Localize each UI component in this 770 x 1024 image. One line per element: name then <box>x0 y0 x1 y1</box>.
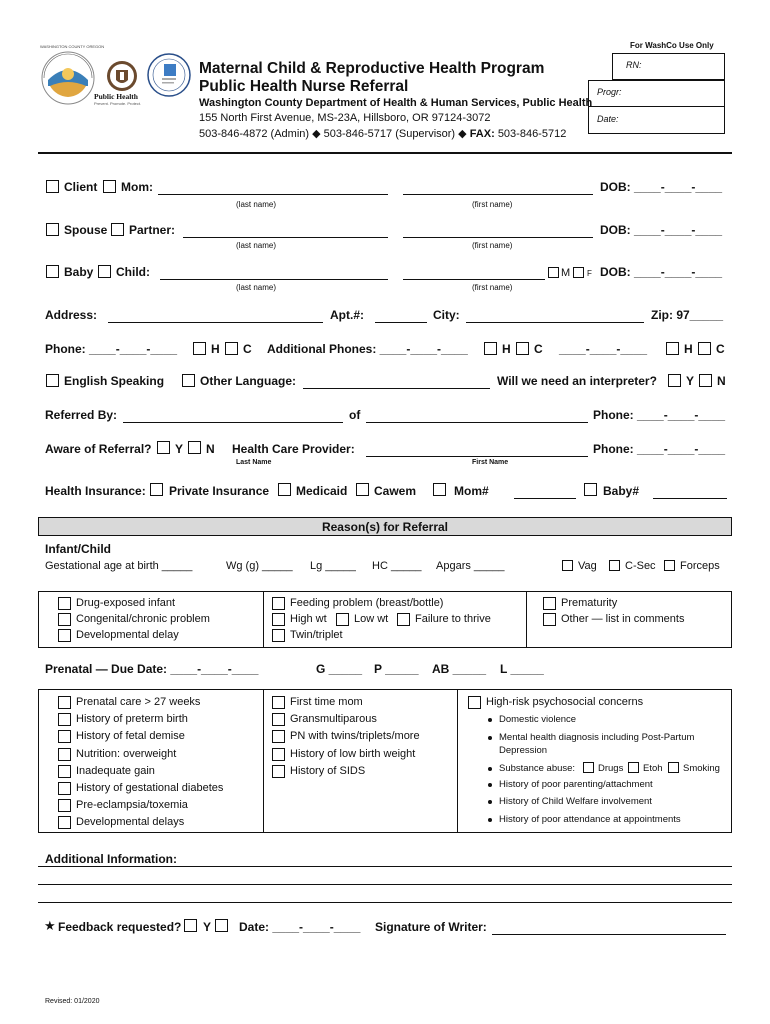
vag-label: Vag <box>578 560 597 572</box>
prenatal-col1-item-checkbox-0[interactable] <box>58 696 71 709</box>
additional-phone-2[interactable]: ____-____-____ <box>559 342 648 356</box>
english-speaking-label: English Speaking <box>64 374 165 388</box>
congenital-checkbox[interactable] <box>58 613 71 626</box>
spouse-checkbox[interactable] <box>46 223 59 236</box>
child-dob[interactable]: DOB: ____-____-____ <box>600 265 723 279</box>
male-checkbox[interactable] <box>548 267 559 278</box>
poor-attendance-label: History of poor attendance at appointments <box>499 814 681 825</box>
baby-checkbox[interactable] <box>46 265 59 278</box>
child-first-name-field[interactable] <box>403 279 545 280</box>
additional-info-label: Additional Information: <box>45 852 177 866</box>
prenatal-col1-item-checkbox-5[interactable] <box>58 782 71 795</box>
home-label: H <box>502 342 511 356</box>
prenatal-col1-item-checkbox-4[interactable] <box>58 765 71 778</box>
aware-yes-checkbox[interactable] <box>157 441 170 454</box>
phone-home-checkbox[interactable] <box>193 342 206 355</box>
additional-phone-2-home-checkbox[interactable] <box>666 342 679 355</box>
last-name-caption: (last name) <box>236 241 277 250</box>
para-field[interactable]: P _____ <box>374 662 419 676</box>
additional-info-line-1[interactable] <box>38 866 732 867</box>
feedback-yes-checkbox[interactable] <box>215 919 228 932</box>
domestic-violence-label: Domestic violence <box>499 714 577 725</box>
developmental-delay-checkbox[interactable] <box>58 629 71 642</box>
feeding-problem-label: Feeding problem (breast/bottle) <box>290 597 444 609</box>
prenatal-col1-item-label-5: History of gestational diabetes <box>76 782 224 794</box>
mental-health-label: Mental health diagnosis including Post-Partum <box>499 732 695 743</box>
public-health-logo-title: Public Health <box>94 92 138 101</box>
cawem-checkbox[interactable] <box>356 483 369 496</box>
first-name-caption: (first name) <box>472 241 513 250</box>
revised-date: Revised: 01/2020 <box>45 998 100 1005</box>
partner-first-name-field[interactable] <box>403 237 593 238</box>
public-health-logo-sub: Prevent. Promote. Protect. <box>94 101 142 106</box>
bullet-icon <box>488 736 492 740</box>
low-weight-label: Low wt <box>354 613 389 625</box>
spouse-label: Spouse <box>64 223 108 237</box>
star-icon: ★ <box>44 918 56 933</box>
fax-label: FAX: <box>469 128 495 140</box>
phone-numbers: 503-846-4872 (Admin) ◆ 503-846-5717 (Supervisor) ◆ <box>199 128 467 140</box>
aware-of-referral-label: Aware of Referral? <box>45 442 152 456</box>
referred-by-org-field[interactable] <box>366 422 588 423</box>
phone-field[interactable]: Phone: ____-____-____ <box>45 342 178 356</box>
zip-field[interactable]: Zip: 97_____ <box>651 308 724 322</box>
office-use-title: For WashCo Use Only <box>630 41 714 50</box>
due-date-field[interactable]: Prenatal — Due Date: ____-____-____ <box>45 662 259 676</box>
interpreter-yes-checkbox[interactable] <box>668 374 681 387</box>
prenatal-col1-item-label-6: Pre-eclampsia/toxemia <box>76 799 188 812</box>
other-reason-checkbox[interactable] <box>543 613 556 626</box>
prenatal-col1-item-checkbox-1[interactable] <box>58 713 71 726</box>
prenatal-col2-item-label-0: First time mom <box>290 696 363 708</box>
form-title: Maternal Child & Reproductive Health Program <box>199 60 545 77</box>
public-health-logo <box>102 58 142 94</box>
prenatal-reasons-box <box>38 689 732 833</box>
of-label: of <box>349 408 361 422</box>
private-insurance-checkbox[interactable] <box>150 483 163 496</box>
bullet-icon <box>488 718 492 722</box>
mom-first-name-field[interactable] <box>403 194 593 195</box>
apt-field[interactable] <box>375 322 427 323</box>
hcp-last-name-caption: Last Name <box>236 459 272 466</box>
child-label: Child: <box>116 265 150 279</box>
child-last-name-field[interactable] <box>160 279 388 280</box>
signature-field[interactable] <box>492 934 726 935</box>
health-care-provider-label: Health Care Provider: <box>232 442 355 456</box>
aware-no-checkbox[interactable] <box>188 441 201 454</box>
forceps-label: Forceps <box>680 560 720 572</box>
bullet-icon <box>488 818 492 822</box>
prenatal-col1-item-checkbox-6[interactable] <box>58 799 71 812</box>
mom-label: Mom: <box>121 180 153 194</box>
prenatal-col2-item-label-4: History of SIDS <box>290 764 366 777</box>
poor-parenting-label: History of poor parenting/attachment <box>499 779 653 790</box>
etoh-label: Etoh <box>643 763 663 774</box>
medicaid-label: Medicaid <box>296 484 348 498</box>
vag-checkbox[interactable] <box>562 560 573 571</box>
csection-label: C-Sec <box>625 560 656 572</box>
last-name-caption: (last name) <box>236 200 277 209</box>
high-risk-label: High-risk psychosocial concerns <box>486 696 644 708</box>
female-label: F <box>587 269 592 278</box>
city-label: City: <box>433 308 460 322</box>
csection-checkbox[interactable] <box>609 560 620 571</box>
drug-exposed-label: Drug-exposed infant <box>76 597 176 609</box>
baby-label: Baby <box>64 265 94 279</box>
first-name-caption: (first name) <box>472 200 513 209</box>
hcp-first-name-caption: First Name <box>472 459 509 466</box>
prenatal-col1-item-label-7: Developmental delays <box>76 816 185 829</box>
congenital-label: Congenital/chronic problem <box>76 613 210 625</box>
low-weight-checkbox[interactable] <box>336 613 349 626</box>
english-speaking-checkbox[interactable] <box>46 374 59 387</box>
failure-to-thrive-checkbox[interactable] <box>397 613 410 626</box>
developmental-delay-label: Developmental delay <box>76 629 179 641</box>
signature-label: Signature of Writer: <box>375 920 487 934</box>
aware-no-label: N <box>206 442 215 456</box>
department-address: 155 North First Avenue, MS-23A, Hillsboro, OR 97124-3072 <box>199 112 491 124</box>
additional-info-line-2[interactable] <box>38 884 732 885</box>
county-logo-text: WASHINGTON COUNTY OREGON <box>40 44 105 49</box>
phone-cell-label: C <box>243 342 252 356</box>
referred-by-label: Referred By: <box>45 408 118 422</box>
feedback-yes-label: Y <box>203 920 212 934</box>
address-field[interactable] <box>108 322 323 323</box>
feedback-checkbox[interactable] <box>184 919 197 932</box>
twin-triplet-label: Twin/triplet <box>290 629 343 641</box>
child-welfare-label: History of Child Welfare involvement <box>499 796 652 807</box>
form-subtitle: Public Health Nurse Referral <box>199 78 409 95</box>
other-reason-label: Other — list in comments <box>561 613 685 625</box>
prenatal-col2-item-checkbox-2[interactable] <box>272 730 285 743</box>
other-language-checkbox[interactable] <box>182 374 195 387</box>
partner-label: Partner: <box>129 223 176 237</box>
partner-checkbox[interactable] <box>111 223 124 236</box>
prenatal-col2-item-label-2: PN with twins/triplets/more <box>290 730 420 743</box>
prenatal-col2-item-checkbox-3[interactable] <box>272 748 285 761</box>
high-risk-checkbox[interactable] <box>468 696 481 709</box>
client-label: Client <box>64 180 98 194</box>
partner-last-name-field[interactable] <box>183 237 388 238</box>
mom-last-name-field[interactable] <box>158 194 388 195</box>
length-field[interactable]: Lg _____ <box>310 560 356 572</box>
baby-number-field[interactable] <box>653 498 727 499</box>
high-weight-label: High wt <box>290 613 327 625</box>
additional-phone-2-cell-checkbox[interactable] <box>698 342 711 355</box>
feedback-label: Feedback requested? <box>58 920 182 934</box>
partner-dob[interactable]: DOB: ____-____-____ <box>600 223 723 237</box>
prematurity-label: Prematurity <box>561 597 618 609</box>
prenatal-col2-item-label-3: History of low birth weight <box>290 747 416 760</box>
health-insurance-label: Health Insurance: <box>45 484 146 498</box>
provider-phone[interactable]: Phone: ____-____-____ <box>593 442 726 456</box>
home-label: H <box>684 342 693 356</box>
header-divider <box>38 152 732 154</box>
weight-field[interactable]: Wg (g) _____ <box>226 560 293 572</box>
infant-child-heading: Infant/Child <box>45 542 111 556</box>
prenatal-col1-item-checkbox-7[interactable] <box>58 816 71 829</box>
drugs-label: Drugs <box>598 763 624 774</box>
interpreter-no-label: N <box>717 374 726 388</box>
aware-yes-label: Y <box>175 442 184 456</box>
fax-number: 503-846-5712 <box>497 128 567 140</box>
high-weight-checkbox[interactable] <box>272 613 285 626</box>
additional-phone-1[interactable]: Additional Phones: ____-____-____ <box>267 342 468 356</box>
prenatal-col1-item-checkbox-2[interactable] <box>58 730 71 743</box>
county-logo <box>40 50 96 106</box>
prenatal-col1-item-label-0: Prenatal care > 27 weeks <box>76 696 201 708</box>
head-circumference-field[interactable]: HC _____ <box>372 560 422 572</box>
other-language-field[interactable] <box>303 388 490 389</box>
drugs-checkbox[interactable] <box>583 762 594 773</box>
gravida-field[interactable]: G _____ <box>316 662 363 676</box>
prenatal-col1-item-label-1: History of preterm birth <box>76 713 188 726</box>
baby-number-checkbox[interactable] <box>584 483 597 496</box>
abortus-field[interactable]: AB _____ <box>432 662 487 676</box>
drug-exposed-checkbox[interactable] <box>58 597 71 610</box>
child-checkbox[interactable] <box>98 265 111 278</box>
additional-phone-1-cell-checkbox[interactable] <box>516 342 529 355</box>
interpreter-question: Will we need an interpreter? <box>497 374 657 388</box>
prenatal-col1-item-checkbox-3[interactable] <box>58 748 71 761</box>
office-use-date: Date: <box>597 114 619 124</box>
prenatal-col2-item-label-1: Gransmultiparous <box>290 713 377 726</box>
twin-triplet-checkbox[interactable] <box>272 629 285 642</box>
health-care-provider-field[interactable] <box>366 456 588 457</box>
smoking-checkbox[interactable] <box>668 762 679 773</box>
living-field[interactable]: L _____ <box>500 662 544 676</box>
substance-abuse-label: Substance abuse: <box>499 763 576 774</box>
referrer-phone[interactable]: Phone: ____-____-____ <box>593 408 726 422</box>
department-name: Washington County Department of Health & Human Services, Public Health <box>199 97 593 109</box>
phone-cell-checkbox[interactable] <box>225 342 238 355</box>
apt-label: Apt.#: <box>330 308 364 322</box>
seal-logo <box>146 52 192 98</box>
interpreter-no-checkbox[interactable] <box>699 374 712 387</box>
gestational-age-field[interactable]: Gestational age at birth _____ <box>45 560 193 572</box>
additional-info-line-3[interactable] <box>38 902 732 903</box>
client-checkbox[interactable] <box>46 180 59 193</box>
mom-number-field[interactable] <box>514 498 576 499</box>
mental-health-label-2: Depression <box>499 745 548 756</box>
smoking-label: Smoking <box>683 763 720 774</box>
bullet-icon <box>488 783 492 787</box>
bullet-icon <box>488 767 492 771</box>
bullet-icon <box>488 800 492 804</box>
first-name-caption: (first name) <box>472 283 513 292</box>
prenatal-col1-item-label-2: History of fetal demise <box>76 730 185 743</box>
office-use-rn: RN: <box>626 60 642 70</box>
etoh-checkbox[interactable] <box>628 762 639 773</box>
mom-number-label: Mom# <box>454 484 489 498</box>
last-name-caption: (last name) <box>236 283 277 292</box>
prenatal-col2-item-checkbox-1[interactable] <box>272 713 285 726</box>
office-use-progr: Progr: <box>597 87 622 97</box>
address-label: Address: <box>45 308 98 322</box>
prematurity-checkbox[interactable] <box>543 597 556 610</box>
cawem-label: Cawem <box>374 484 417 498</box>
feedback-date-field[interactable]: Date: ____-____-____ <box>239 920 361 934</box>
other-language-label: Other Language: <box>200 374 297 388</box>
female-checkbox[interactable] <box>573 267 584 278</box>
mom-dob[interactable]: DOB: ____-____-____ <box>600 180 723 194</box>
apgars-field[interactable]: Apgars _____ <box>436 560 505 572</box>
mom-number-checkbox[interactable] <box>433 483 446 496</box>
private-insurance-label: Private Insurance <box>169 484 270 498</box>
department-phones <box>199 127 566 140</box>
referred-by-field[interactable] <box>123 422 343 423</box>
prenatal-col1-item-label-3: Nutrition: overweight <box>76 747 177 760</box>
city-field[interactable] <box>466 322 644 323</box>
prenatal-col2-item-checkbox-0[interactable] <box>272 696 285 709</box>
prenatal-col1-item-label-4: Inadequate gain <box>76 764 155 777</box>
male-label: M <box>561 267 571 279</box>
mom-checkbox[interactable] <box>103 180 116 193</box>
failure-to-thrive-label: Failure to thrive <box>415 613 491 625</box>
forceps-checkbox[interactable] <box>664 560 675 571</box>
reasons-title: Reason(s) for Referral <box>321 520 449 534</box>
feeding-problem-checkbox[interactable] <box>272 597 285 610</box>
cell-label: C <box>534 342 543 356</box>
interpreter-yes-label: Y <box>686 374 695 388</box>
prenatal-col2-item-checkbox-4[interactable] <box>272 765 285 778</box>
phone-home-label: H <box>211 342 220 356</box>
cell-label: C <box>716 342 725 356</box>
medicaid-checkbox[interactable] <box>278 483 291 496</box>
baby-number-label: Baby# <box>603 484 640 498</box>
additional-phone-1-home-checkbox[interactable] <box>484 342 497 355</box>
